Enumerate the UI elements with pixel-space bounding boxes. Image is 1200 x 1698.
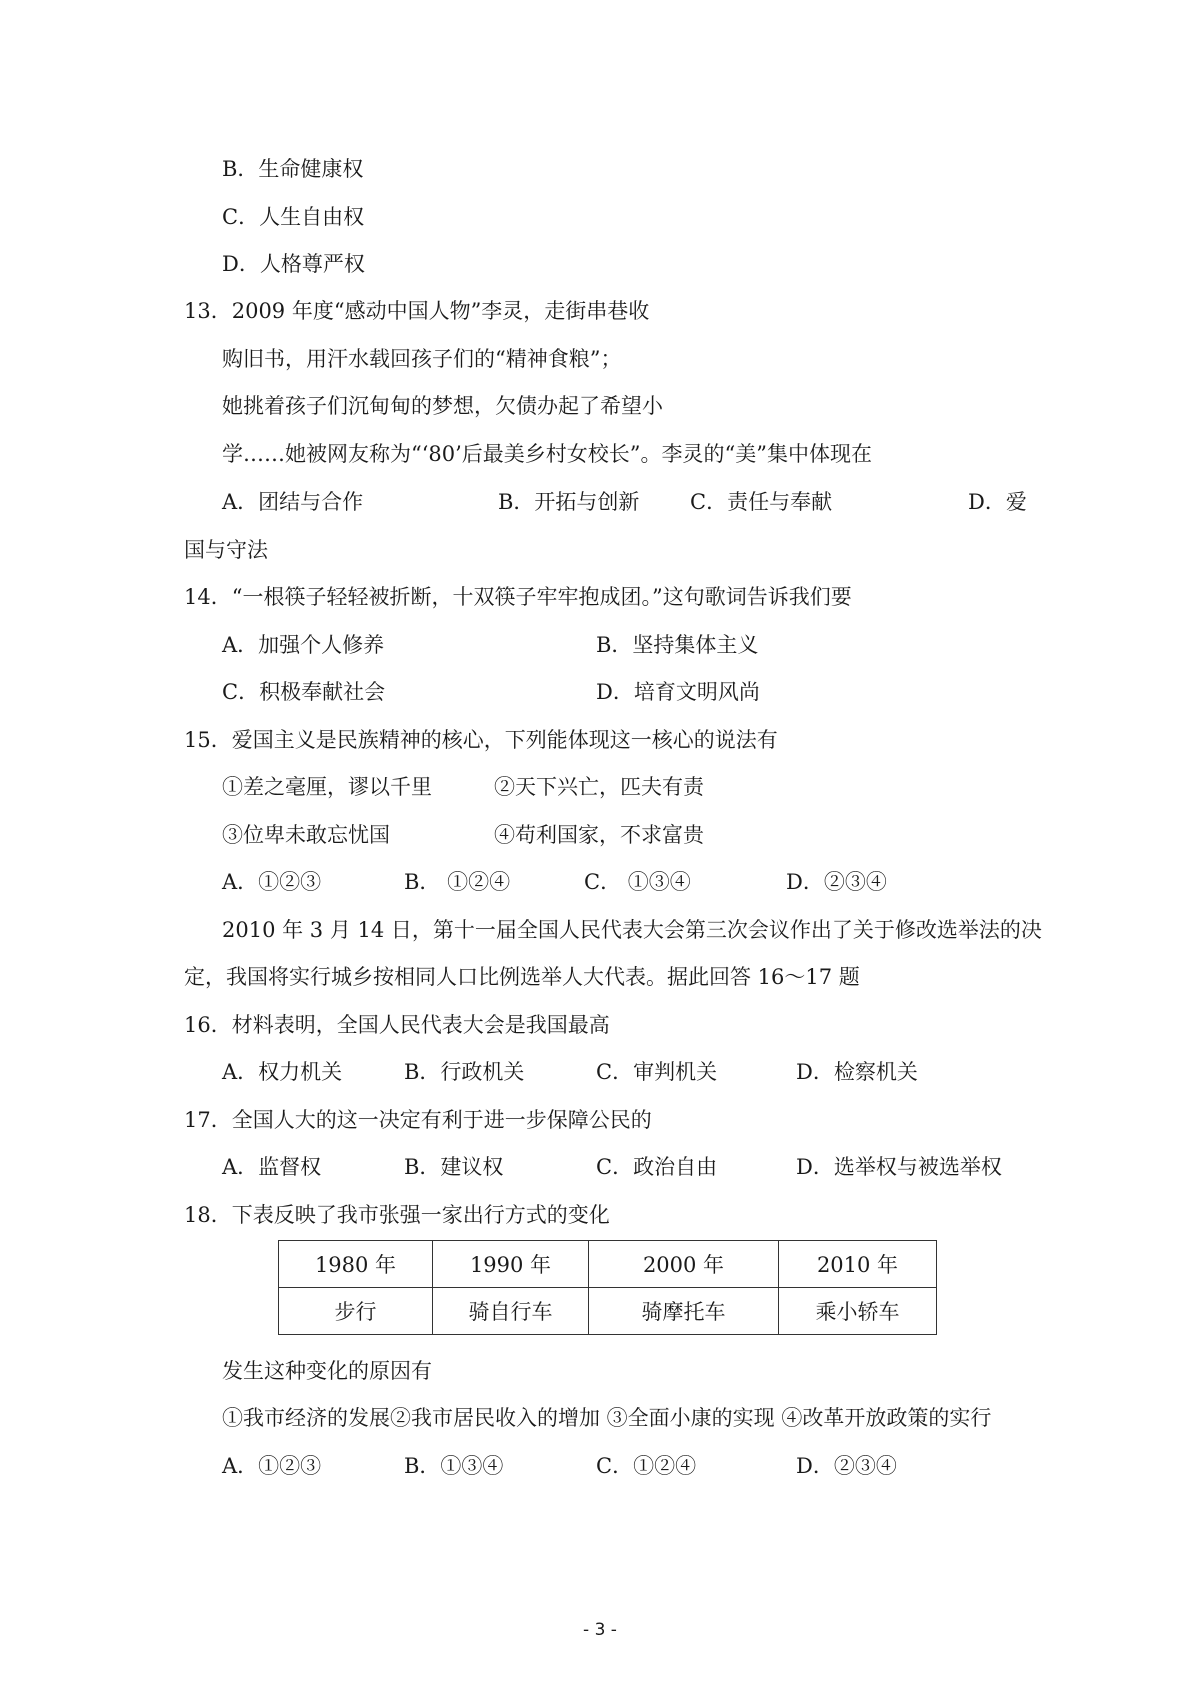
q16-option-a: A．权力机关 bbox=[222, 1060, 343, 1084]
q12-option-c: C．人生自由权 bbox=[222, 205, 365, 229]
q14-option-b: B．坚持集体主义 bbox=[596, 633, 759, 657]
q15-option-a: A．①②③ bbox=[222, 870, 322, 894]
q14-option-c: C．积极奉献社会 bbox=[222, 680, 386, 704]
q13-stem-line4: 学……她被网友称为“‘80’后最美乡村女校长”。李灵的“美”集中体现在 bbox=[222, 442, 873, 466]
q17-option-b: B．建议权 bbox=[404, 1155, 504, 1179]
table-cell-year: 2010 年 bbox=[779, 1241, 937, 1288]
q13-option-b: B．开拓与创新 bbox=[498, 490, 640, 514]
table-cell-mode: 骑自行车 bbox=[433, 1288, 589, 1335]
q15-statement-1: ①差之毫厘，谬以千里 bbox=[222, 775, 432, 799]
table-cell-year: 2000 年 bbox=[589, 1241, 779, 1288]
q12-option-b: B．生命健康权 bbox=[222, 157, 364, 181]
q13-option-d-continued: 国与守法 bbox=[184, 538, 268, 562]
q16-stem: 16．材料表明，全国人民代表大会是我国最高 bbox=[184, 1013, 610, 1037]
table-cell-mode: 步行 bbox=[279, 1288, 433, 1335]
q18-reason-stem: 发生这种变化的原因有 bbox=[222, 1359, 432, 1383]
q13-option-c: C．责任与奉献 bbox=[690, 490, 833, 514]
q13-stem-line3: 她挑着孩子们沉甸甸的梦想，欠债办起了希望小 bbox=[222, 394, 663, 418]
q15-option-c: C． ①③④ bbox=[584, 870, 691, 894]
q15-stem: 15．爱国主义是民族精神的核心，下列能体现这一核心的说法有 bbox=[184, 728, 778, 752]
q15-statement-3: ③位卑未敢忘忧国 bbox=[222, 823, 390, 847]
table-row-years bbox=[279, 1241, 937, 1288]
table-cell-year: 1990 年 bbox=[433, 1241, 589, 1288]
q18-option-a: A．①②③ bbox=[222, 1454, 322, 1478]
q12-option-d: D．人格尊严权 bbox=[222, 252, 365, 276]
q18-option-c: C．①②④ bbox=[596, 1454, 697, 1478]
q16-option-d: D．检察机关 bbox=[796, 1060, 918, 1084]
q14-stem: 14．“一根筷子轻轻被折断，十双筷子牢牢抱成团。”这句歌词告诉我们要 bbox=[184, 585, 852, 609]
q18-option-d: D．②③④ bbox=[796, 1454, 897, 1478]
q13-option-a: A．团结与合作 bbox=[222, 490, 364, 514]
material-line1: 2010 年 3 月 14 日，第十一届全国人民代表大会第三次会议作出了关于修改选举法的决 bbox=[222, 918, 1042, 942]
table-cell-mode: 骑摩托车 bbox=[589, 1288, 779, 1335]
q15-statement-2: ②天下兴亡，匹夫有责 bbox=[494, 775, 704, 799]
table-cell-mode: 乘小轿车 bbox=[779, 1288, 937, 1335]
material-line2: 定，我国将实行城乡按相同人口比例选举人大代表。据此回答 16～17 题 bbox=[184, 965, 860, 989]
table-row-modes bbox=[279, 1288, 937, 1335]
q14-option-a: A．加强个人修养 bbox=[222, 633, 385, 657]
q13-stem-line2: 购旧书，用汗水载回孩子们的“精神食粮”； bbox=[222, 347, 622, 371]
q18-reasons: ①我市经济的发展②我市居民收入的增加 ③全面小康的实现 ④改革开放政策的实行 bbox=[222, 1406, 992, 1430]
q17-option-d: D．选举权与被选举权 bbox=[796, 1155, 1002, 1179]
q17-option-c: C．政治自由 bbox=[596, 1155, 718, 1179]
q13-stem-line1: 13．2009 年度“感动中国人物”李灵，走街串巷收 bbox=[184, 299, 650, 323]
q18-option-b: B．①③④ bbox=[404, 1454, 504, 1478]
q14-option-d: D．培育文明风尚 bbox=[596, 680, 760, 704]
q16-option-b: B．行政机关 bbox=[404, 1060, 525, 1084]
q16-option-c: C．审判机关 bbox=[596, 1060, 718, 1084]
q17-option-a: A．监督权 bbox=[222, 1155, 322, 1179]
q17-stem: 17．全国人大的这一决定有利于进一步保障公民的 bbox=[184, 1108, 652, 1132]
q18-stem: 18．下表反映了我市张强一家出行方式的变化 bbox=[184, 1203, 610, 1227]
q15-option-d: D．②③④ bbox=[786, 870, 887, 894]
table-cell-year: 1980 年 bbox=[279, 1241, 433, 1288]
q13-option-d: D．爱 bbox=[968, 490, 1027, 514]
page-number: - 3 - bbox=[583, 1620, 617, 1640]
travel-mode-table bbox=[278, 1240, 937, 1335]
q15-option-b: B． ①②④ bbox=[404, 870, 511, 894]
q15-statement-4: ④苟利国家，不求富贵 bbox=[494, 823, 704, 847]
